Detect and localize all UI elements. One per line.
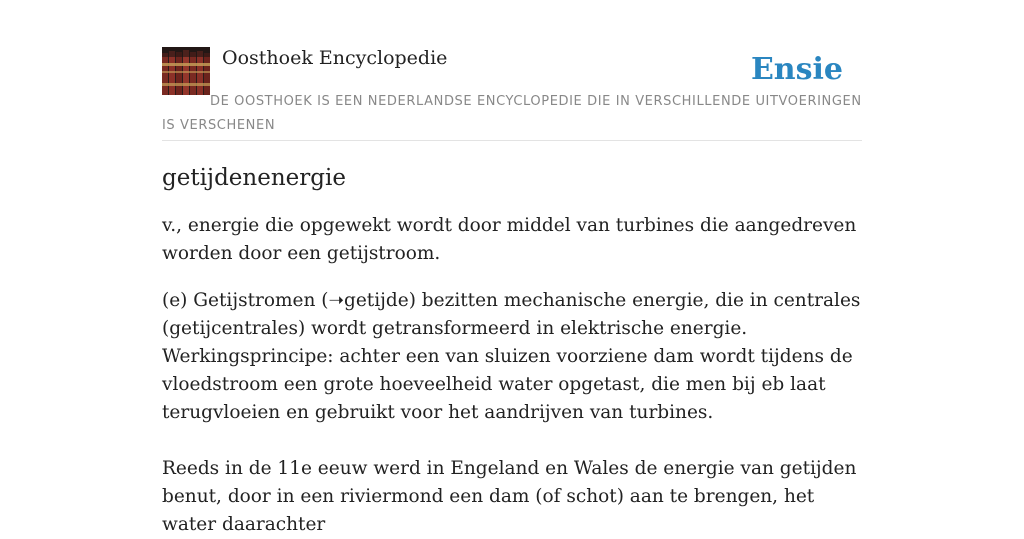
- arrow-right-icon: ➝: [328, 290, 345, 311]
- article-body-paragraph: [162, 287, 862, 427]
- article-title: getijdenenergie: [162, 165, 346, 191]
- body-text-end: ) bezitten mechanische energie, die in centrales (getijcentrales) wordt getransformeerd in elektrische energie. Werkingsprincipe: achter een van sluizen voorziene dam wordt tijdens de vloedstroom een grote hoeveelheid water opgetast, die men bij eb laat terugvloeien en gebruikt voor het aandrijven van turbines.: [162, 290, 861, 423]
- source-tagline: DE OOSTHOEK IS EEN NEDERLANDSE ENCYCLOPEDIE DIE IN VERSCHILLENDE UITVOERINGEN IS VERSCHENEN: [162, 94, 862, 133]
- encyclopedia-books-icon[interactable]: [162, 47, 210, 95]
- article-history-paragraph: Reeds in de 11e eeuw werd in Engeland en Wales de energie van getijden benut, door in een riviermond een dam (of schot) aan te brengen, het water daarachter: [162, 458, 857, 535]
- ensie-logo-link[interactable]: Ensie: [750, 52, 843, 87]
- article: [162, 160, 862, 539]
- body-text-start: (e) Getijstromen (: [162, 290, 329, 311]
- getijde-link[interactable]: getijde: [344, 290, 409, 311]
- site-header: [162, 46, 862, 141]
- article-definition: v., energie die opgewekt wordt door middel van turbines die aangedreven worden door een getijstroom.: [162, 215, 857, 264]
- source-title-link[interactable]: Oosthoek Encyclopedie: [222, 47, 448, 69]
